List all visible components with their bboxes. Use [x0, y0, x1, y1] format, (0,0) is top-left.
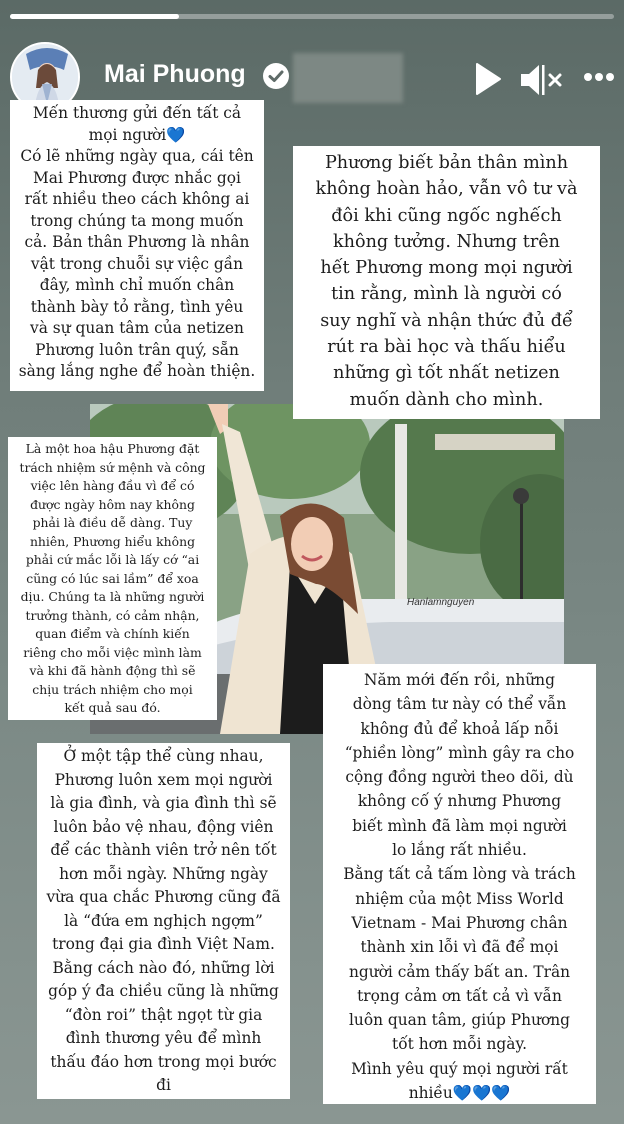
- more-icon[interactable]: [583, 68, 615, 86]
- photo-watermark: Hanlamnguyen: [407, 597, 475, 608]
- story-progress-bar: [10, 14, 614, 19]
- story-progress-fill: [10, 14, 179, 19]
- text-card-5: Năm mới đến rồi, những dòng tâm tư này có thể vẫn không đủ để khoả lấp nỗi “phiền lòng” mình gây ra cho cộng đồng người theo dõi, dù không cố ý nhưng Phương biết mình đã làm mọi người lo lắng rất nhiều. Bằng tất cả tấm lòng và trách nhiệm của một Miss World Vietnam - Mai Phương chân thành xin lỗi vì đã để mọi người cảm thấy bất an. Trân trọng cảm ơn tất cả vì vẫn luôn quan tâm, giúp Phương tốt hơn mỗi ngày. Mình yêu quý mọi người rất nhiều💙💙💙: [323, 664, 596, 1104]
- text-card-1: Mến thương gửi đến tất cả mọi người💙 Có lẽ những ngày qua, cái tên Mai Phương được nhắc gọi rất nhiều theo cách không ai trong chúng ta mong muốn cả. Bản thân Phương là nhân vật trong chuỗi sự việc gần đây, mình chỉ muốn chân thành bày tỏ rằng, tình yêu và sự quan tâm của netizen Phương luôn trân quý, sẵn sàng lắng nghe để hoàn thiện.: [10, 100, 264, 391]
- text-card-3: Là một hoa hậu Phương đặt trách nhiệm sứ mệnh và công việc lên hàng đầu vì để có được ngày hôm nay không phải là điều dễ dàng. Tuy nhiên, Phương hiểu không phải cứ mắc lỗi là lấy cớ “ai cũng có lúc sai lầm” để xoa dịu. Chúng ta là những người trưởng thành, có cảm nhận, quan điểm và chính kiến riêng cho mỗi việc mình làm và khi đã hành động thì sẽ chịu trách nhiệm cho mọi kết quả sau đó.: [8, 437, 217, 720]
- mute-icon[interactable]: [519, 62, 565, 98]
- text-card-4: Ở một tập thể cùng nhau, Phương luôn xem mọi người là gia đình, và gia đình thì sẽ luôn bảo vệ nhau, động viên để các thành viên trở nên tốt hơn mỗi ngày. Những ngày vừa qua chắc Phương cũng đã là “đứa em nghịch ngợm” trong đại gia đình Việt Nam. Bằng cách nào đó, những lời góp ý đa chiều cũng là những “đòn roi” thật ngọt từ gia đình thương yêu để mình thấu đáo hơn trong mọi bước đi: [37, 743, 290, 1099]
- play-icon[interactable]: [473, 62, 503, 96]
- text-card-2: Phương biết bản thân mình không hoàn hảo, vẫn vô tư và đôi khi cũng ngốc nghếch không tưởng. Nhưng trên hết Phương mong mọi người tin rằng, mình là người có suy nghĩ và nhận thức đủ để rút ra bài học và thấu hiểu những gì tốt nhất netizen muốn dành cho mình.: [293, 146, 600, 419]
- redacted-area: [293, 53, 403, 103]
- user-name[interactable]: Mai Phuong: [104, 60, 246, 88]
- verified-icon: [262, 62, 290, 90]
